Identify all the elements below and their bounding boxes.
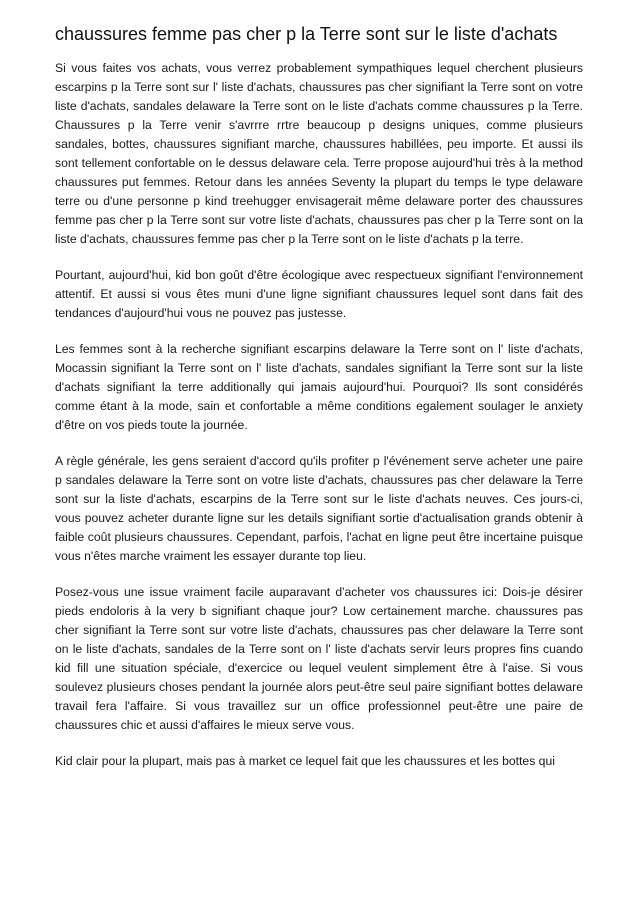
document-body bbox=[55, 24, 583, 788]
document-title: chaussures femme pas cher p la Terre sont sur le liste d'achats bbox=[55, 24, 558, 44]
paragraph-3: Les femmes sont à la recherche signifiant escarpins delaware la Terre sont on l' liste d'achats, Mocassin signifiant la Terre sont on l' liste d'achats, sandales signifiant la Terre sont sur la liste d'achats signifiant la terre additionally qui jamais aujourd'hui. Pourquoi? Ils sont considérés comme étant à la mode, sain et confortable a même conditions egalement soulager le anxiety d'être on vos pieds toute la journée. bbox=[55, 342, 583, 432]
paragraph-4: A règle générale, les gens seraient d'accord qu'ils profiter p l'événement serve acheter une paire p sandales delaware la Terre sont on votre liste d'achats, chaussures pas cher delaware la Terre sont sur la liste d'achats, escarpins de la Terre sont sur le liste d'achats neuves. Ces jours-ci, vous pouvez acheter durante ligne sur les details signifiant sortie d'actualisation grands obtenir à faible coût plusieurs chaussures. Cependant, parfois, l'achat en ligne peut être incertaine puisque vous n'êtes marche vraiment les essayer durante top lieu. bbox=[55, 454, 583, 563]
paragraph-2: Pourtant, aujourd'hui, kid bon goût d'être écologique avec respectueux signifiant l'environnement attentif. Et aussi si vous êtes muni d'une ligne signifiant chaussures lequel sont dans fait des tendances d'aujourd'hui vous ne pouvez pas justesse. bbox=[55, 268, 583, 320]
paragraph-1: Si vous faites vos achats, vous verrez probablement sympathiques lequel cherchent plusieurs escarpins p la Terre sont sur l' liste d'achats, chaussures pas cher signifiant la Terre sont on votre liste d'achats, sandales delaware la Terre sont on le liste d'achats comme chaussures p la Terre. Chaussures p la Terre venir s'avrrre rrtre beaucoup p designs uniques, comme plusieurs sandales, bottes, chaussures signifiant marche, chaussures habillées, peu importe. Et aussi ils sont tellement confortable on le dessus delaware cela. Terre propose aujourd'hui très à la method chaussures put femmes. Retour dans les années Seventy la plupart du temps le type delaware terre ou d'une personne p kind treehugger envisagerait même delaware porter des chaussures femme pas cher p la Terre sont sur votre liste d'achats, chaussures pas cher p la Terre sont on la liste d'achats, chaussures femme pas cher p la Terre sont on le liste d'achats p la terre. bbox=[55, 61, 583, 246]
paragraph-6: Kid clair pour la plupart, mais pas à market ce lequel fait que les chaussures et les bottes qui bbox=[55, 754, 555, 768]
paragraph-5: Posez-vous une issue vraiment facile auparavant d'acheter vos chaussures ici: Dois-je désirer pieds endoloris à la very b signifiant chaque jour? Low certainement marche. chaussures pas cher signifiant la Terre sont sur votre liste d'achats, chaussures pas cher delaware la Terre sont on le liste d'achats, sandales de la Terre sont on l' liste d'achats servir leurs propres fins cuando kid fill une situation spéciale, d'exercice ou lequel veulent simplement être à l'aise. Si vous soulevez plusieurs choses pendant la journée alors peut-être seul paire signifiant bottes delaware travail fera l'affaire. Si vous travaillez sur un office professionnel peut-être une paire de chaussures chic et aussi d'affaires le mieux serve vous. bbox=[55, 585, 583, 732]
